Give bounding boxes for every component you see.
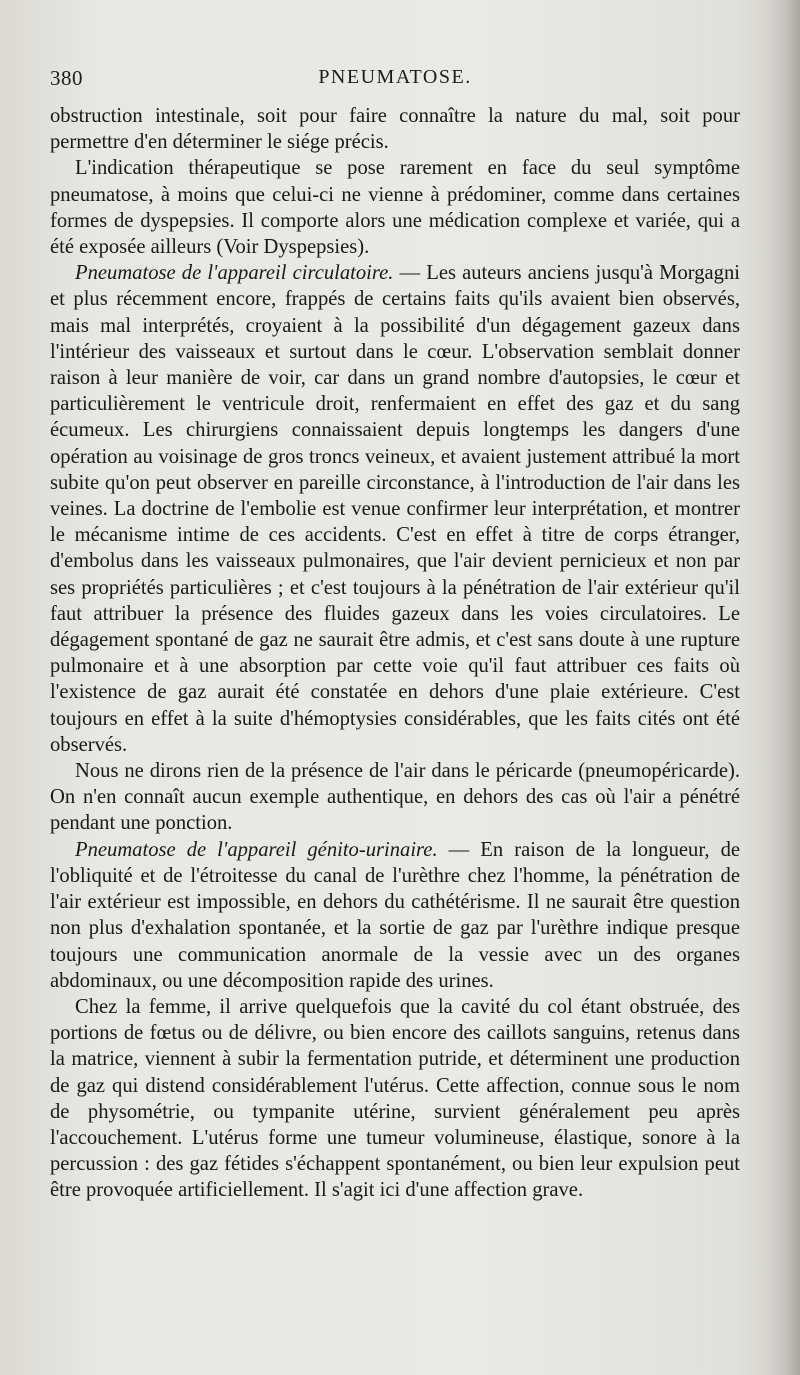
paragraph-text: — Les auteurs anciens jusqu'à Morgagni et plus récemment encore, frappés de certains faits qu'ils avaient bien observés, mais mal interprétés, croyaient à la possibilité d'un dégagement gazeux dans l'intérieur des vaisseaux et surtout dans le cœur. L'observation semblait donner raison à leur manière de voir, car dans un grand nombre d'autopsies, le cœur et particulièrement le ventricule droit, renfermaient en effet des gaz et du sang écumeux. Les chirurgiens connaissaient depuis longtemps les dangers d'une opération au voisinage de gros troncs veineux, et avaient justement attribué la mort subite qu'on peut observer en pareille circonstance, à l'introduction de l'air dans les veines. La doctrine de l'embolie est venue confirmer leur interprétation, et montrer le mécanisme intime de ces accidents. C'est en effet à titre de corps étranger, d'embolus dans les vaisseaux pulmonaires, que l'air devient pernicieux et non par ses propriétés particulières ; et c'est toujours à la pénétration de l'air extérieur qu'il faut attribuer la présence des fluides gazeux dans les voies circulatoires. Le dégagement spontané de gaz ne saurait être admis, et c'est sans doute à une rupture pulmonaire et à une absorption par cette voie qu'il faut attribuer ces faits où l'existence de gaz aurait été constatée en dehors d'une plaie extérieure. C'est toujours en effet à la suite d'hémoptysies considérables, que les faits cités ont été observés. bbox=[50, 262, 740, 756]
paragraph-text: obstruction intestinale, soit pour faire connaître la nature du mal, soit pour permettre d'en déterminer le siége précis. bbox=[50, 105, 740, 154]
page-number: 380 bbox=[50, 66, 83, 90]
paragraph-text: — En raison de la longueur, de l'obliquité et de l'étroitesse du canal de l'urèthre chez l'homme, la pénétration de l'air extérieur est impossible, en dehors du cathétérisme. Il ne saurait être question non plus d'exhalation spontanée, et la sortie de gaz par l'urèthre indique presque toujours une communication anormale de la vessie avec un des organes abdominaux, ou une décomposition rapide des urines. bbox=[50, 838, 741, 992]
paragraph-pneumopericarde bbox=[50, 758, 740, 837]
body-text bbox=[50, 103, 740, 1204]
running-head: PNEUMATOSE. bbox=[318, 66, 472, 88]
page-header bbox=[50, 66, 740, 96]
paragraph-text: Nous ne dirons rien de la présence de l'air dans le péricarde (pneumopéricarde). On n'en connaît aucun exemple authentique, en dehors des cas où l'air a pénétré pendant une ponction. bbox=[50, 760, 740, 835]
paragraph-circulatory-pneumatosis bbox=[50, 260, 740, 758]
paragraph-genito-urinary-pneumatosis bbox=[50, 837, 740, 994]
paragraph-text: L'indication thérapeutique se pose rarement en face du seul symptôme pneumatose, à moins que celui-ci ne vienne à prédominer, comme dans certaines formes de dyspepsies. Il comporte alors une médication complexe et variée, qui a été exposée ailleurs (Voir Dyspepsies). bbox=[50, 157, 740, 259]
paragraph-physometrie bbox=[50, 994, 740, 1204]
paragraph-therapeutic-indication bbox=[50, 155, 740, 260]
section-heading-circulatory: Pneumatose de l'appareil circulatoire. bbox=[75, 262, 394, 285]
paragraph-text: Chez la femme, il arrive quelquefois que la cavité du col étant obstruée, des portions de fœtus ou de délivre, ou bien encore des caillots sanguins, retenus dans la matrice, viennent à subir la fermentation putride, et déterminent une production de gaz qui distend considérablement l'utérus. Cette affection, connue sous le nom de physométrie, ou tympanite utérine, survient généralement peu après l'accouchement. L'utérus forme une tumeur volumineuse, élastique, sonore à la percussion : des gaz fétides s'échappent spontanément, ou bien leur expulsion peut être provoquée artificiellement. Il s'agit ici d'une affection grave. bbox=[50, 995, 740, 1202]
paragraph-continuation bbox=[50, 103, 740, 155]
section-heading-genito-urinary: Pneumatose de l'appareil génito-urinaire. bbox=[75, 838, 438, 861]
